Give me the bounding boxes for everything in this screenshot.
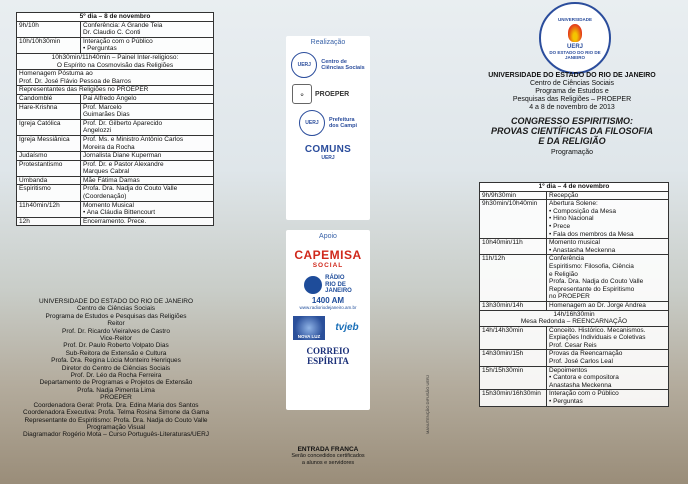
- time-cell: 14h30min/15h: [480, 350, 547, 366]
- activity-cell: [547, 200, 669, 239]
- entrada-title: ENTRADA FRANCA: [297, 446, 359, 453]
- table-row: [17, 21, 214, 37]
- uerj-seal-icon: UERJ: [291, 52, 317, 78]
- activity-cell: [81, 176, 214, 185]
- table-row: [17, 119, 214, 135]
- cell-line: Prof. Dr. e Pastor Alexandre: [83, 160, 164, 168]
- capemisa-sub: SOCIAL: [312, 262, 344, 269]
- tv-logos: [286, 316, 370, 340]
- row-span-cell: [17, 86, 214, 95]
- table-row: [480, 191, 669, 200]
- table-row: [480, 390, 669, 406]
- prefeitura-line-2: dos Campi: [328, 123, 358, 129]
- activity-cell: [81, 185, 214, 201]
- table-row: [17, 94, 214, 103]
- apoio-heading: Apoio: [319, 233, 337, 240]
- event-title: [461, 116, 683, 146]
- credits-block: [12, 298, 220, 439]
- cell-line: • Perguntas: [83, 45, 117, 53]
- cell-line: Provas da Reencarnação: [549, 350, 623, 358]
- entrada-franca: [286, 446, 370, 467]
- cell-line: O Espírito na Cosmovisão das Religiões: [56, 61, 174, 69]
- time-cell: 9h/9h30min: [480, 191, 547, 200]
- prefeitura-text: [329, 117, 357, 129]
- credit-line: Coordenadora Executiva: Profa. Telma Rosina Simone da Gama: [23, 409, 209, 417]
- activity-cell: [81, 217, 214, 226]
- event-header: [461, 72, 683, 157]
- proeper-mark-icon: ✿: [292, 84, 312, 104]
- activity-cell: [547, 390, 669, 406]
- cell-line: Prof. Cesar Reis: [549, 341, 597, 349]
- university-name: UNIVERSIDADE DO ESTADO DO RIO DE JANEIRO: [488, 72, 656, 79]
- row-span-cell: [17, 53, 214, 69]
- cell-line: Profa. Dra. Nadja do Couto Valle: [549, 278, 644, 286]
- table-row: [17, 103, 214, 119]
- cell-line: Momento Musical: [83, 201, 134, 209]
- entrada-line-2: a alunos e servidores: [301, 460, 355, 466]
- time-cell: 14h/14h30min: [480, 326, 547, 350]
- cell-line: Conferência: [549, 255, 585, 263]
- event-dates: 4 a 8 de novembro de 2013: [529, 104, 615, 111]
- cell-line: Prof. Marcelo: [83, 103, 122, 111]
- table-row: [17, 176, 214, 185]
- cell-line: Marques Cabral: [83, 168, 130, 176]
- center-name: Centro de Ciências Sociais: [529, 80, 615, 87]
- radio-frequency: 1400 AM: [311, 295, 345, 305]
- table-row: [480, 200, 669, 239]
- uerj-seal-logo: [539, 2, 611, 74]
- activity-cell: [81, 37, 214, 53]
- prefeitura-logo: [286, 110, 370, 136]
- table-row: [480, 255, 669, 302]
- time-cell: 15h30min/16h30min: [480, 390, 547, 406]
- time-cell: 12h: [17, 217, 81, 226]
- time-cell: 9h/10h: [17, 21, 81, 37]
- cell-line: Recepção: [549, 191, 579, 199]
- cell-line: Depoimentos: [549, 366, 588, 374]
- correio-espirita-logo: CORREIO ESPÍRITA: [306, 345, 350, 366]
- activity-cell: [81, 103, 214, 119]
- programacao-label: Programação: [550, 149, 594, 156]
- realizacao-heading: Realização: [310, 39, 346, 46]
- credit-line: Representante do Espiritismo: Profa. Dra. Nadja do Couto Valle: [24, 416, 208, 424]
- uerj-ccs-logos: [286, 52, 370, 78]
- title-line-2: PROVAS CIENTÍFICAS DA FILOSOFIA: [490, 126, 653, 136]
- program-line-2: Pesquisas das Religiões – PROEPER: [512, 96, 632, 103]
- cell-line: Angelozzi: [83, 127, 112, 135]
- cell-line: • Perguntas: [549, 398, 583, 406]
- credit-line: Prof. Dr. Paulo Roberto Volpato Dias: [63, 342, 169, 350]
- cell-line: Prof. Dr. Gilberto Aparecido: [83, 119, 163, 127]
- cell-line: Representante do Espiritismo: [549, 285, 635, 293]
- cell-line: Homenagem Póstuma ao: [19, 70, 93, 78]
- table-row: [480, 239, 669, 255]
- cell-line: Interação com o Público: [83, 37, 153, 45]
- cell-line: • Hino Nacional: [549, 215, 594, 223]
- cell-line: 14h/16h30min: [553, 310, 595, 318]
- credit-line: Vice-Reitor: [99, 335, 133, 343]
- cell-line: Expiações Individuais e Coletivas: [549, 334, 646, 342]
- credit-line: Programação Visual: [86, 423, 146, 431]
- radio-logo: [286, 275, 370, 295]
- table-row: [17, 185, 214, 201]
- time-cell: Igreja Católica: [17, 119, 81, 135]
- cell-line: Moreira da Rocha: [83, 143, 135, 151]
- cell-line: no PROEPER: [549, 293, 590, 301]
- time-cell: 15h/15h30min: [480, 366, 547, 390]
- radio-line-2: RIO DE: [325, 281, 346, 288]
- table-row: [17, 201, 214, 217]
- time-cell: Igreja Messiânica: [17, 135, 81, 151]
- activity-cell: [547, 350, 669, 366]
- time-cell: 9h30min/10h40min: [480, 200, 547, 239]
- credit-line: Reitor: [107, 320, 125, 328]
- time-cell: 11h40min/12h: [17, 201, 81, 217]
- radio-mark-icon: [304, 276, 322, 294]
- time-cell: Hare-Krishna: [17, 103, 81, 119]
- credit-line: Prof. Dr. Léo da Rocha Ferreira: [70, 372, 162, 380]
- table-row: [480, 301, 669, 310]
- day1-body: [480, 191, 669, 406]
- title-line-1: CONGRESSO ESPIRITISMO:: [510, 116, 633, 126]
- cell-line: • Composição da Mesa: [549, 207, 616, 215]
- table-row: [17, 86, 214, 95]
- comuns-sub: UERJ: [321, 155, 335, 161]
- table-row: [17, 53, 214, 69]
- cell-line: Espiritismo: Filosofia, Ciência: [549, 262, 634, 270]
- tvjeb-logo: tvjeb: [331, 316, 363, 340]
- radio-line-1: RÁDIO: [325, 275, 345, 281]
- time-cell: 13h30min/14h: [480, 301, 547, 310]
- cell-line: Prof. Ms. e Ministro Antônio Carlos: [83, 135, 184, 143]
- cell-line: Prof. Dr. José Flávio Pessoa de Barros: [19, 77, 131, 85]
- cell-line: Momento musical: [549, 239, 600, 247]
- ccs-line-2: Ciências Sociais: [321, 65, 365, 71]
- nova-luz-logo: NOVA LUZ: [293, 316, 325, 340]
- table-row: [17, 135, 214, 151]
- time-cell: Umbanda: [17, 176, 81, 185]
- day1-header: 1º dia – 4 de novembro: [480, 183, 669, 192]
- table-row: [480, 350, 669, 366]
- day5-header: 5º dia – 8 de novembro: [17, 13, 214, 22]
- cell-line: Mãe Fátima Damas: [83, 176, 140, 184]
- cell-line: Homenagem ao Dr. Jorge Andrea: [549, 301, 646, 309]
- time-cell: 10h40min/11h: [480, 239, 547, 255]
- cell-line: • Ana Cláudia Bittencourt: [83, 209, 156, 217]
- seal-bottom-text: DO ESTADO DO RIO DE JANEIRO: [549, 49, 601, 60]
- credit-line: Coordenadora Geral: Profa. Dra. Edina Maria dos Santos: [33, 401, 199, 409]
- day5-schedule-table: [16, 12, 214, 226]
- activity-cell: [81, 21, 214, 37]
- credit-line: Profa. Nadja Pimenta Lima: [77, 386, 155, 394]
- seal-top-text: UNIVERSIDADE: [557, 16, 592, 22]
- seal-label: UERJ: [566, 43, 583, 50]
- table-row: [480, 366, 669, 390]
- activity-cell: [547, 366, 669, 390]
- realizacao-box: [286, 36, 370, 220]
- day1-schedule-table: [479, 182, 669, 407]
- table-row: [17, 70, 214, 86]
- credit-line: Diretor do Centro de Ciências Sociais: [61, 364, 171, 372]
- row-span-cell: [17, 70, 214, 86]
- cell-line: Profa. Dra. Nadja do Couto Valle: [83, 185, 178, 193]
- cell-line: 10h30min/11h40min – Painel Inter-religioso:: [51, 53, 179, 61]
- activity-cell: [547, 326, 669, 350]
- vertical-note: MANUTENÇÃO DIFUSÃO UERJ: [425, 375, 430, 434]
- time-cell: Candomblé: [17, 94, 81, 103]
- capemisa-logo: CAPEMISA: [294, 248, 362, 262]
- cell-line: Conferência: A Grande Teia: [83, 21, 163, 29]
- time-cell: Protestantismo: [17, 160, 81, 176]
- activity-cell: [81, 119, 214, 135]
- cell-line: Pai Alfredo Ângelo: [83, 94, 137, 102]
- activity-cell: [81, 160, 214, 176]
- credit-line: Profa. Dra. Regina Lúcia Monteiro Henriques: [51, 357, 181, 365]
- activity-cell: [81, 201, 214, 217]
- program-line-1: Programa de Estudos e: [535, 88, 609, 95]
- credit-line: PROEPER: [100, 394, 132, 402]
- prefeitura-line-1: Prefeitura: [328, 117, 355, 123]
- cell-line: Prof. José Carlos Leal: [549, 358, 613, 366]
- row-span-cell: [480, 310, 669, 326]
- activity-cell: [547, 301, 669, 310]
- cell-line: • Fala dos membros da Mesa: [549, 230, 634, 238]
- ccs-logo: [321, 59, 364, 71]
- cell-line: Jornalista Diane Kuperman: [83, 152, 162, 160]
- proeper-logo: [292, 84, 364, 104]
- cell-line: Interação com o Público: [549, 390, 619, 398]
- credit-line: Prof. Dr. Ricardo Vieiralves de Castro: [62, 327, 170, 335]
- cell-line: • Cantora e compositora: [549, 374, 619, 382]
- credit-line: UNIVERSIDADE DO ESTADO DO RIO DE JANEIRO: [38, 298, 194, 305]
- time-cell: 10h/10h30min: [17, 37, 81, 53]
- table-row: [17, 160, 214, 176]
- cell-line: • Anastasha Meckenna: [549, 246, 616, 254]
- title-line-3: E DA RELIGIÃO: [538, 136, 606, 146]
- credit-line: Departamento de Programas e Projetos de Extensão: [39, 379, 193, 387]
- time-cell: 11h/12h: [480, 255, 547, 302]
- table-row: [480, 326, 669, 350]
- cell-line: Abertura Solene:: [549, 200, 598, 208]
- cell-line: Mesa Redonda – REENCARNAÇÃO: [520, 318, 628, 326]
- time-cell: Espiritismo: [17, 185, 81, 201]
- ccs-line-1: Centro de: [321, 59, 347, 65]
- credit-line: Sub-Reitora de Extensão e Cultura: [65, 349, 167, 357]
- radio-text: [325, 275, 352, 295]
- activity-cell: [547, 239, 669, 255]
- entrada-line-1: Serão concedidos certificados: [291, 453, 365, 459]
- activity-cell: [81, 152, 214, 161]
- cell-line: Conceito. Histórico. Mecanismos.: [549, 326, 646, 334]
- table-row: [17, 217, 214, 226]
- table-row: [17, 37, 214, 53]
- proeper-text: PROEPER: [315, 90, 350, 98]
- apoio-box: [286, 230, 370, 410]
- radio-line-3: JANEIRO: [325, 288, 352, 294]
- activity-cell: [547, 255, 669, 302]
- radio-url: www.radioriodejaneiro.am.br: [299, 304, 357, 310]
- time-cell: Judaísmo: [17, 152, 81, 161]
- cell-line: (Coordenação): [83, 193, 127, 201]
- activity-cell: [547, 191, 669, 200]
- flame-icon: [568, 24, 582, 42]
- cell-line: Encerramento. Prece.: [83, 217, 147, 225]
- cell-line: Dr. Claudio C. Conti: [83, 29, 141, 37]
- day5-body: [17, 21, 214, 226]
- activity-cell: [81, 135, 214, 151]
- cell-line: Representantes das Religiões no PROEPER: [19, 86, 149, 94]
- cell-line: e Religião: [549, 270, 578, 278]
- activity-cell: [81, 94, 214, 103]
- cell-line: Guimarães Dias: [83, 111, 130, 119]
- table-row: [480, 310, 669, 326]
- cell-line: • Prece: [549, 222, 571, 230]
- comuns-logo: COMUNS: [304, 144, 352, 155]
- credit-line: Programa de Estudos e Pesquisas das Religiões: [45, 312, 187, 320]
- prefeitura-seal-icon: UERJ: [299, 110, 325, 136]
- table-row: [17, 152, 214, 161]
- cell-line: Anastasha Meckenna: [549, 381, 612, 389]
- credit-line: Centro de Ciências Sociais: [76, 305, 156, 313]
- credit-line: Diagramador Rogério Mota – Curso Português-Literaturas/UERJ: [22, 431, 210, 439]
